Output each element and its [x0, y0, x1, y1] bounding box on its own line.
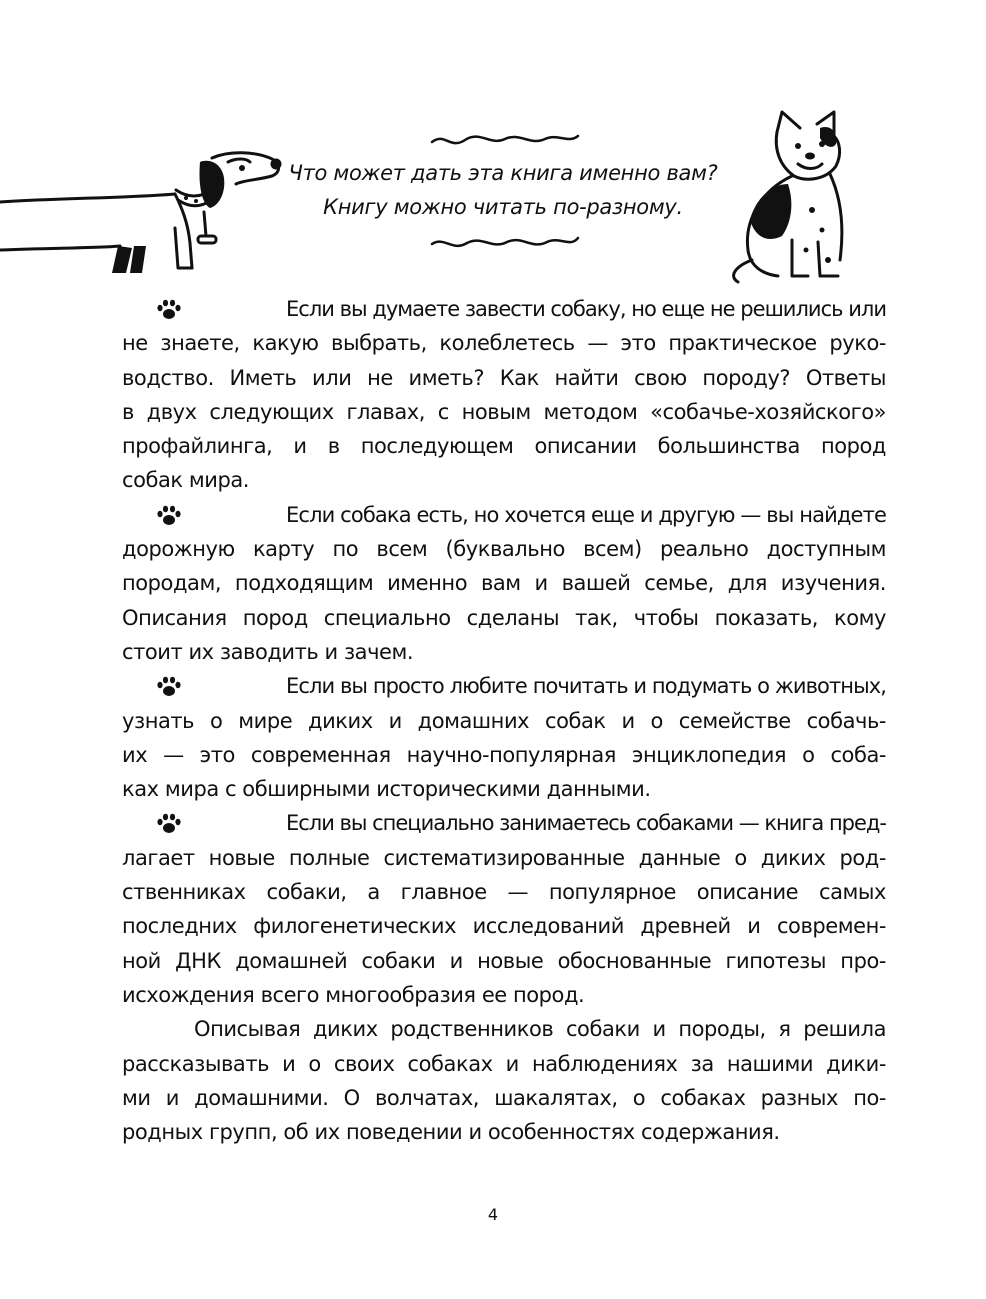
- flourish-bottom-icon: [430, 232, 580, 254]
- text-line-content: ми и домашними. О волчатах, шакалятах, о собаках разных по-: [122, 1085, 886, 1110]
- text-line-content: профайлинга, и в последующем описании большинства пород: [122, 434, 886, 459]
- text-line-content: не знаете, какую выбрать, колеблетесь — это практическое руко-: [122, 331, 886, 356]
- text-line-content: водство. Иметь или не иметь? Как найти свою породу? Ответы: [122, 365, 886, 390]
- paw-print-icon: [156, 676, 182, 698]
- text-line: [122, 463, 886, 497]
- heading-line-2: Книгу можно читать по-разному.: [323, 195, 683, 219]
- text-line: [122, 1081, 886, 1115]
- text-line: [122, 1115, 886, 1149]
- text-line: [122, 292, 886, 326]
- paragraph: [122, 669, 886, 806]
- paragraph: [122, 1012, 886, 1149]
- paragraph: [122, 806, 886, 1012]
- text-line: [122, 1012, 886, 1046]
- text-line-content: Если вы думаете завести собаку, но еще не решились или: [286, 297, 886, 321]
- text-line: [122, 738, 886, 772]
- text-line-content: Если собака есть, но хочется еще и другую — вы найдете: [286, 502, 886, 527]
- page-header: [0, 110, 986, 285]
- text-line: [122, 635, 886, 669]
- text-line-content: рассказывать и о своих собаках и наблюдениях за нашими дики-: [122, 1051, 886, 1076]
- text-line-content: ках мира с обширными историческими данными.: [122, 777, 651, 802]
- paw-print-icon: [156, 813, 182, 835]
- text-line-content: Если вы просто любите почитать и подумать о животных,: [286, 674, 886, 699]
- text-line-content: дорожную карту по всем (буквально всем) реально доступным: [122, 537, 886, 562]
- flourish-top-icon: [430, 128, 580, 150]
- text-line: [122, 704, 886, 738]
- text-line-content: исхождения всего многообразия ее пород.: [122, 982, 585, 1007]
- text-line: [122, 566, 886, 600]
- text-line-content: ственниках собаки, а главное — популярное описание самых: [122, 880, 886, 905]
- text-line: [122, 944, 886, 978]
- text-line-content: ной ДНК домашней собаки и новые обоснованные гипотезы про-: [122, 948, 886, 973]
- sitting-dog-illustration: [722, 110, 872, 285]
- text-line-content: Описания пород специально сделаны так, чтобы показать, кому: [122, 605, 886, 630]
- text-line-content: стоит их заводить и зачем.: [122, 639, 414, 664]
- text-line-content: породам, подходящим именно вам и вашей семье, для изучения.: [122, 571, 886, 596]
- text-line-content: родных групп, об их поведении и особенностях содержания.: [122, 1120, 780, 1145]
- text-line-content: в двух следующих главах, с новым методом «собачье-хозяйского»: [122, 399, 886, 424]
- paragraph: [122, 292, 886, 498]
- paragraph: [122, 498, 886, 669]
- text-line: [122, 326, 886, 360]
- text-line-content: их — это современная научно-популярная энциклопедия о соба-: [122, 742, 886, 767]
- text-line: [122, 841, 886, 875]
- paw-print-icon: [156, 299, 182, 321]
- text-line-content: лагает новые полные систематизированные данные о диких род-: [122, 845, 886, 870]
- body-text: [122, 292, 886, 1149]
- text-line: [122, 1047, 886, 1081]
- text-line: [122, 601, 886, 635]
- text-line-content: узнать о мире диких и домашних собак и о семействе собачь-: [122, 708, 886, 733]
- text-line: [122, 532, 886, 566]
- text-line: [122, 978, 886, 1012]
- text-line: [122, 498, 886, 532]
- text-line: [122, 772, 886, 806]
- text-line: [122, 669, 886, 703]
- text-line: [122, 395, 886, 429]
- paw-print-icon: [156, 505, 182, 527]
- page-number: 4: [487, 1205, 499, 1224]
- text-line-content: Если вы специально занимаетесь собаками — книга пред-: [286, 811, 886, 836]
- text-line-content: Описывая диких родственников собаки и породы, я решила: [194, 1017, 886, 1042]
- text-line: [122, 361, 886, 395]
- heading-line-1: Что может дать эта книга именно вам?: [288, 161, 718, 185]
- text-line-content: последних филогенетических исследований древней и современ-: [122, 914, 886, 939]
- section-heading: [288, 156, 718, 224]
- text-line: [122, 875, 886, 909]
- text-line: [122, 806, 886, 840]
- text-line: [122, 909, 886, 943]
- text-line-content: собак мира.: [122, 468, 249, 493]
- text-line: [122, 429, 886, 463]
- dachshund-illustration: [0, 128, 285, 278]
